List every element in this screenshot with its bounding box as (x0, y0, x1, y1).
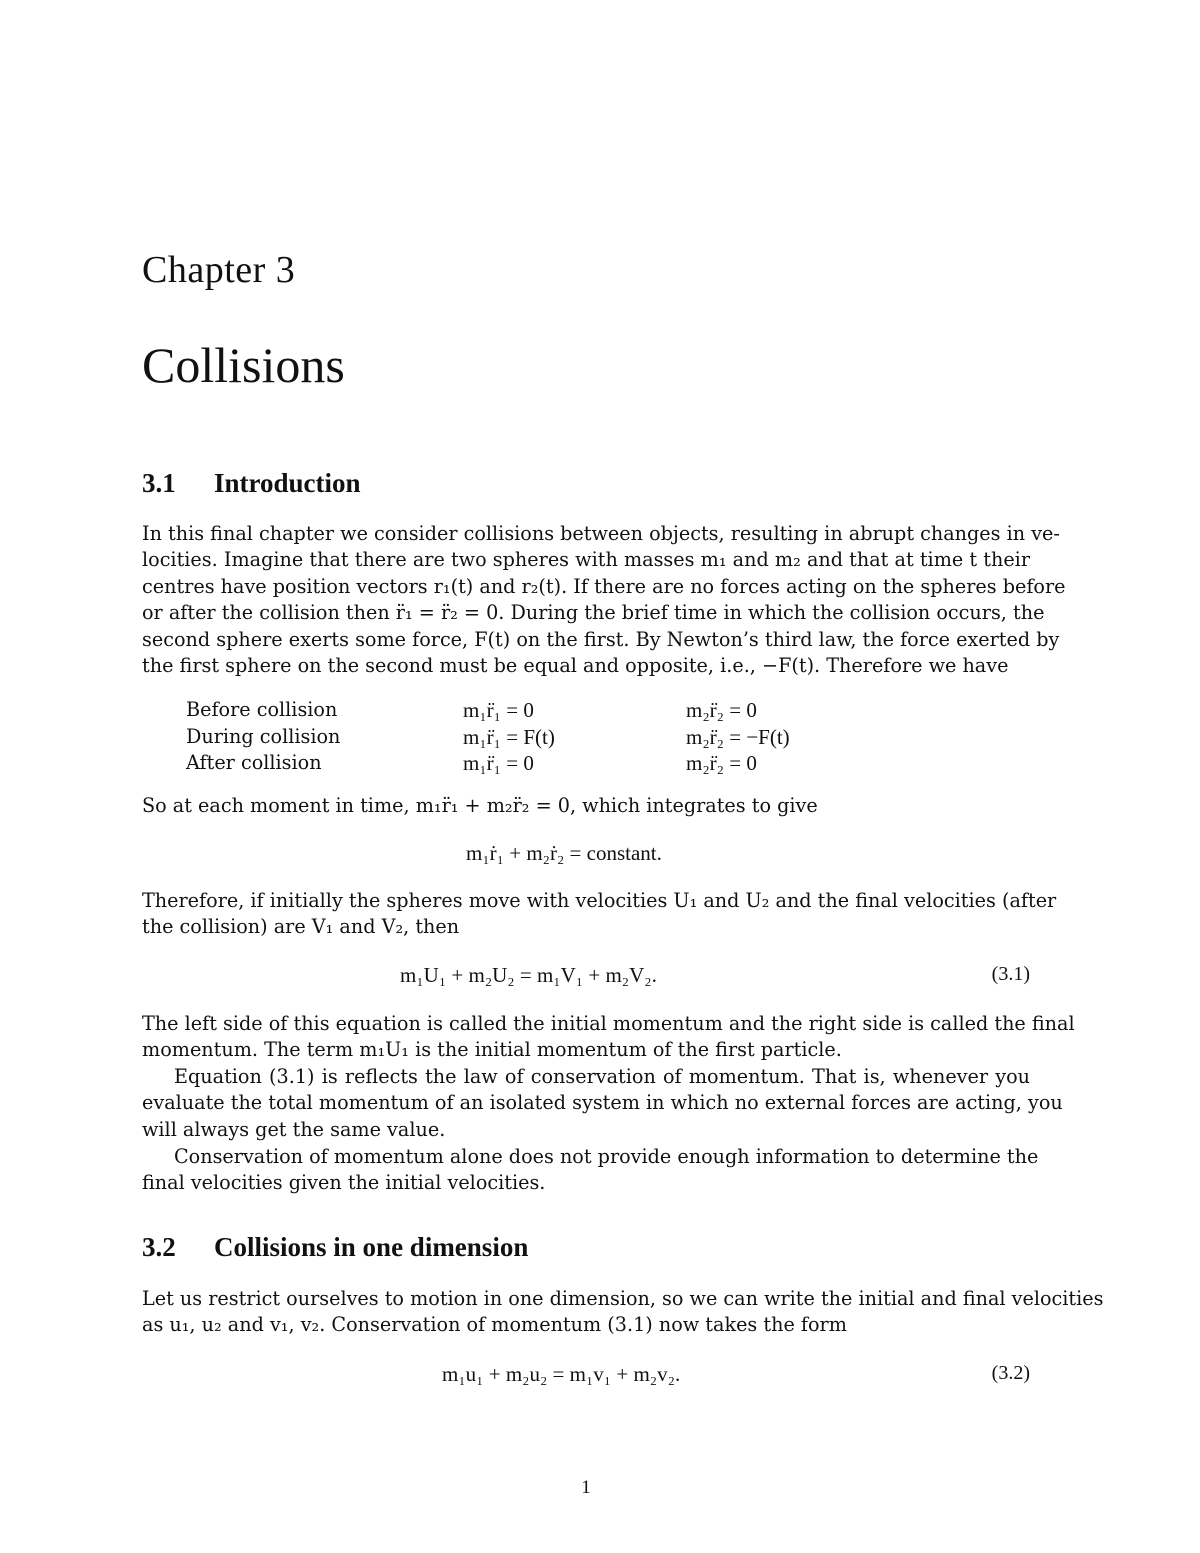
row-label: Before collision (186, 698, 338, 721)
text-line: the collision) are V₁ and V₂, then (142, 915, 460, 939)
text-line: centres have position vectors r₁(t) and r₂(t). If there are no forces acting on the spheres before (142, 574, 1066, 598)
text-line: Equation (3.1) is reflects the law of conservation of momentum. That is, whenever you (174, 1065, 1030, 1088)
equation-sphere-2: m₂r̈₂ = 0 (686, 698, 757, 722)
equation-sphere-2: m₂r̈₂ = 0 (686, 751, 757, 775)
paragraph-conservation-law (142, 1064, 1063, 1143)
text-line: final velocities given the initial velocities. (142, 1171, 546, 1195)
paragraph-velocities (142, 888, 1057, 941)
paragraph-integrates (142, 793, 1030, 819)
paragraph-not-enough-info (142, 1144, 1039, 1197)
chapter-title: Collisions (142, 337, 345, 393)
text-line: the first sphere on the second must be equal and opposite, i.e., −F(t). Therefore we have (142, 654, 1009, 678)
paragraph-momentum-definition (142, 1011, 1075, 1064)
text-line: as u₁, u₂ and v₁, v₂. Conservation of momentum (3.1) now takes the form (142, 1313, 847, 1337)
row-label: After collision (186, 751, 322, 774)
section-number: 3.1 (142, 468, 176, 498)
row-label: During collision (186, 724, 341, 748)
text-line: Conservation of momentum alone does not provide enough information to determine the (174, 1145, 1039, 1168)
text-line: Let us restrict ourselves to motion in one dimension, so we can write the initial and final velocities (142, 1287, 1104, 1310)
section-heading-introduction (142, 468, 361, 499)
equation-sphere-1: m₁r̈₁ = 0 (463, 751, 534, 775)
text-line: or after the collision then r̈₁ = r̈₂ = 0. During the brief time in which the collision occurs, the (142, 601, 1045, 625)
text-line: The left side of this equation is called the initial momentum and the right side is called the final (142, 1012, 1075, 1035)
text-line: So at each moment in time, m₁r̈₁ + m₂r̈₂ = 0, which integrates to give (142, 794, 818, 817)
paragraph-intro (142, 521, 1066, 679)
page-number: 1 (581, 1477, 591, 1498)
equation-sphere-1: m₁r̈₁ = 0 (463, 698, 534, 722)
equation-number: (3.2) (991, 1362, 1030, 1384)
text-line: evaluate the total momentum of an isolated system in which no external forces are acting, you (142, 1091, 1063, 1115)
equation-sphere-2: m₂r̈₂ = −F(t) (686, 724, 790, 749)
equation-3-1: m₁U₁ + m₂U₂ = m₁V₁ + m₂V₂. (400, 963, 657, 987)
section-title: Collisions in one dimension (214, 1232, 529, 1262)
equation-momentum-constant: m₁ṙ₁ + m₂ṙ₂ = constant. (466, 841, 662, 865)
text-line: locities. Imagine that there are two spheres with masses m₁ and m₂ and that at time t their (142, 548, 1030, 572)
section-title: Introduction (214, 468, 361, 498)
text-line: momentum. The term m₁U₁ is the initial momentum of the first particle. (142, 1038, 842, 1062)
text-line: In this final chapter we consider collisions between objects, resulting in abrupt changes in ve- (142, 522, 1060, 545)
equation-number: (3.1) (991, 963, 1030, 985)
section-heading-one-dimension (142, 1232, 528, 1263)
text-line: Therefore, if initially the spheres move with velocities U₁ and U₂ and the final velocities (after (142, 889, 1057, 912)
text-line: will always get the same value. (142, 1117, 446, 1141)
equation-3-2: m₁u₁ + m₂u₂ = m₁v₁ + m₂v₂. (442, 1362, 681, 1386)
chapter-label: Chapter 3 (142, 249, 296, 291)
section-number: 3.2 (142, 1232, 176, 1262)
paragraph-one-dimension (142, 1286, 1104, 1339)
text-line: second sphere exerts some force, F(t) on the first. By Newton’s third law, the force exerted by (142, 627, 1060, 651)
equation-sphere-1: m₁r̈₁ = F(t) (463, 724, 555, 749)
